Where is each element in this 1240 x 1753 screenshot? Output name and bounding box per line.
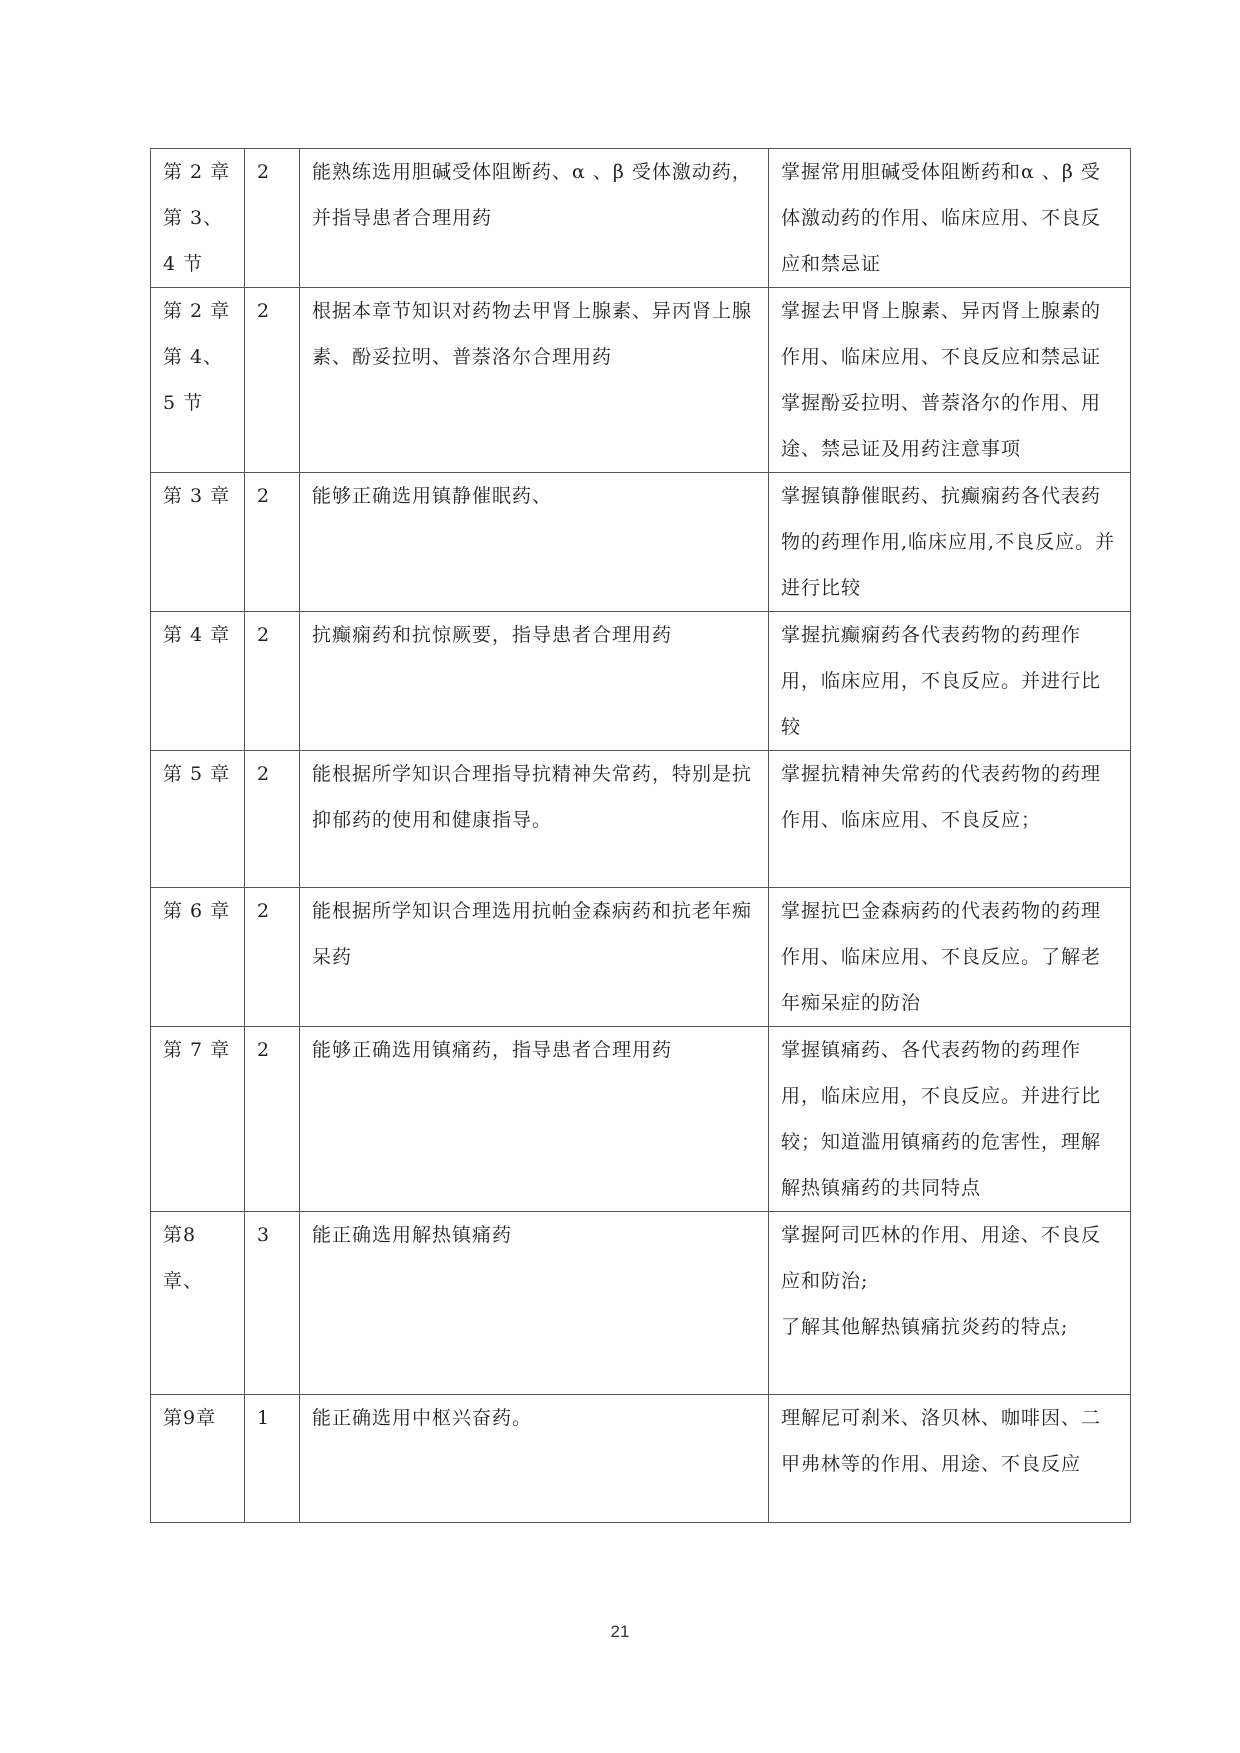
hours-cell: 2 bbox=[245, 288, 300, 473]
table-row bbox=[151, 1395, 1131, 1523]
chapter-cell: 第 2 章第 3、4 节 bbox=[151, 149, 245, 288]
skill-cell: 能正确选用中枢兴奋药。 bbox=[300, 1395, 769, 1523]
hours-cell: 2 bbox=[245, 1027, 300, 1212]
table-row bbox=[151, 751, 1131, 888]
knowledge-cell: 理解尼可刹米、洛贝林、咖啡因、二甲弗林等的作用、用途、不良反应 bbox=[769, 1395, 1131, 1523]
hours-cell: 2 bbox=[245, 612, 300, 751]
course-table bbox=[150, 148, 1131, 1523]
knowledge-cell: 掌握常用胆碱受体阻断药和α 、β 受体激动药的作用、临床应用、不良反应和禁忌证 bbox=[769, 149, 1131, 288]
skill-cell: 能熟练选用胆碱受体阻断药、α 、β 受体激动药，并指导患者合理用药 bbox=[300, 149, 769, 288]
skill-cell: 能够正确选用镇痛药，指导患者合理用药 bbox=[300, 1027, 769, 1212]
table-row bbox=[151, 612, 1131, 751]
hours-cell: 2 bbox=[245, 149, 300, 288]
knowledge-cell: 掌握抗精神失常药的代表药物的药理作用、临床应用、不良反应； bbox=[769, 751, 1131, 888]
chapter-cell: 第 3 章 bbox=[151, 473, 245, 612]
page-number: 21 bbox=[610, 1622, 630, 1641]
knowledge-cell: 掌握镇痛药、各代表药物的药理作用，临床应用，不良反应。并进行比较；知道滥用镇痛药的危害性，理解解热镇痛药的共同特点 bbox=[769, 1027, 1131, 1212]
knowledge-cell: 掌握抗癫痫药各代表药物的药理作用，临床应用，不良反应。并进行比较 bbox=[769, 612, 1131, 751]
hours-cell: 2 bbox=[245, 751, 300, 888]
knowledge-cell: 掌握去甲肾上腺素、异丙肾上腺素的作用、临床应用、不良反应和禁忌证掌握酚妥拉明、普萘洛尔的作用、用途、禁忌证及用药注意事项 bbox=[769, 288, 1131, 473]
table-row bbox=[151, 1027, 1131, 1212]
chapter-cell: 第 4 章 bbox=[151, 612, 245, 751]
skill-cell: 能够正确选用镇静催眠药、 bbox=[300, 473, 769, 612]
chapter-cell: 第 7 章 bbox=[151, 1027, 245, 1212]
table-row bbox=[151, 473, 1131, 612]
chapter-cell: 第 2 章第 4、5 节 bbox=[151, 288, 245, 473]
hours-cell: 3 bbox=[245, 1212, 300, 1395]
table-row bbox=[151, 1212, 1131, 1395]
skill-cell: 能根据所学知识合理选用抗帕金森病药和抗老年痴呆药 bbox=[300, 888, 769, 1027]
table-row bbox=[151, 288, 1131, 473]
table-row bbox=[151, 149, 1131, 288]
knowledge-cell: 掌握抗巴金森病药的代表药物的药理作用、临床应用、不良反应。了解老年痴呆症的防治 bbox=[769, 888, 1131, 1027]
knowledge-cell: 掌握阿司匹林的作用、用途、不良反应和防治; 了解其他解热镇痛抗炎药的特点; bbox=[769, 1212, 1131, 1395]
chapter-cell: 第9章 bbox=[151, 1395, 245, 1523]
skill-cell: 能根据所学知识合理指导抗精神失常药，特别是抗抑郁药的使用和健康指导。 bbox=[300, 751, 769, 888]
skill-cell: 根据本章节知识对药物去甲肾上腺素、异丙肾上腺素、酚妥拉明、普萘洛尔合理用药 bbox=[300, 288, 769, 473]
chapter-cell: 第 5 章 bbox=[151, 751, 245, 888]
knowledge-cell: 掌握镇静催眠药、抗癫痫药各代表药物的药理作用,临床应用,不良反应。并进行比较 bbox=[769, 473, 1131, 612]
table-row bbox=[151, 888, 1131, 1027]
skill-cell: 抗癫痫药和抗惊厥要，指导患者合理用药 bbox=[300, 612, 769, 751]
chapter-cell: 第8章、 bbox=[151, 1212, 245, 1395]
hours-cell: 1 bbox=[245, 1395, 300, 1523]
skill-cell: 能正确选用解热镇痛药 bbox=[300, 1212, 769, 1395]
chapter-cell: 第 6 章 bbox=[151, 888, 245, 1027]
hours-cell: 2 bbox=[245, 888, 300, 1027]
hours-cell: 2 bbox=[245, 473, 300, 612]
